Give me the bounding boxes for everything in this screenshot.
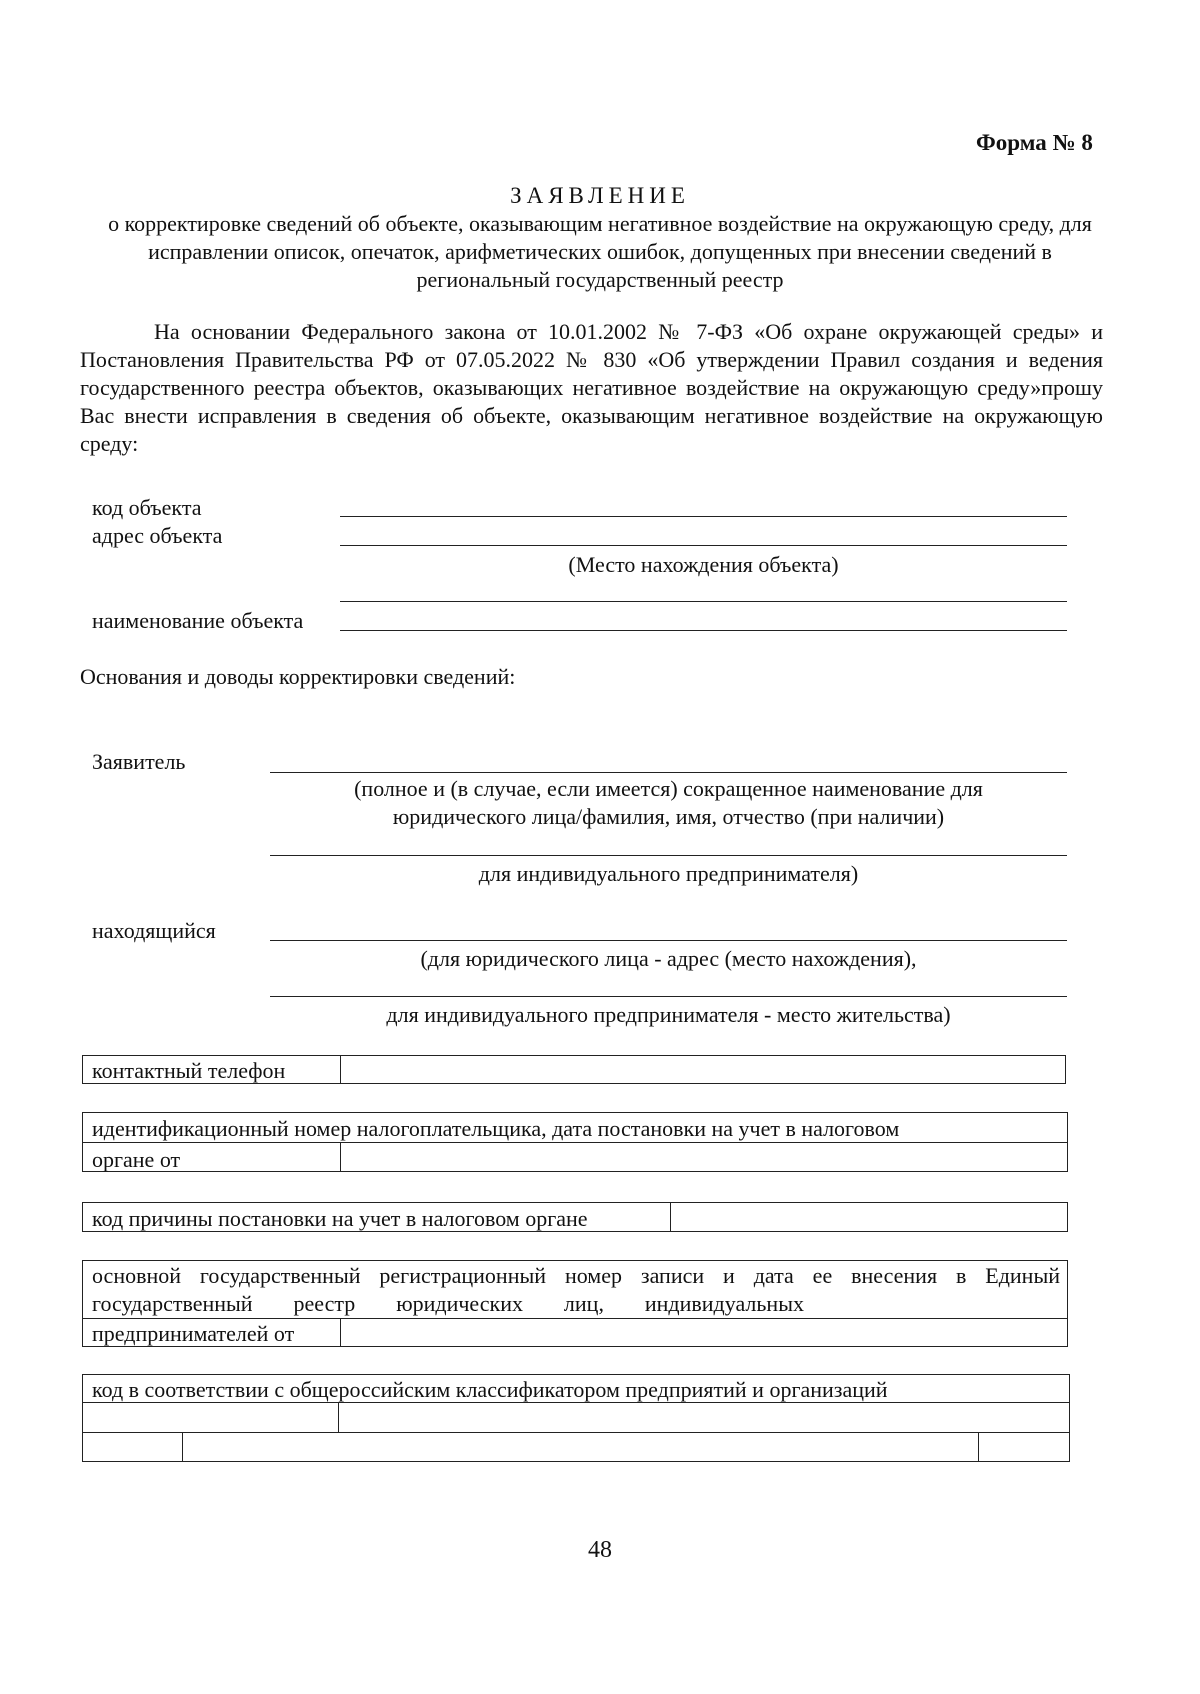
object-name-label: наименование объекта [92, 608, 304, 633]
document-title: ЗАЯВЛЕНИЕ [510, 183, 690, 208]
okpo-cell-5[interactable] [980, 1433, 1068, 1461]
applicant-field-2[interactable] [270, 855, 1067, 856]
ogrn-label-1: основной государственный регистрационный номер записи и дата ее внесения в Единый [92, 1263, 1060, 1288]
form-number: Форма № 8 [976, 130, 1093, 155]
okpo-cell-3[interactable] [84, 1433, 180, 1461]
kpp-divider [670, 1202, 671, 1232]
kpp-label: код причины постановки на учет в налоговом органе [92, 1206, 588, 1231]
phone-divider [340, 1055, 341, 1084]
okpo-col-divider-2 [182, 1432, 183, 1462]
grounds-label: Основания и доводы корректировки сведений: [80, 664, 516, 689]
inn-label-1: идентификационный номер налогоплательщика, дата постановки на учет в налоговом [92, 1116, 900, 1141]
object-address-field-2[interactable] [340, 601, 1067, 602]
ogrn-label-3: предпринимателей от [92, 1321, 295, 1346]
okpo-cell-4[interactable] [184, 1433, 976, 1461]
ogrn-col-divider [340, 1318, 341, 1347]
okpo-cell-2[interactable] [340, 1403, 1068, 1431]
object-code-label: код объекта [92, 495, 202, 520]
kpp-input[interactable] [672, 1203, 1066, 1231]
okpo-col-divider-3 [978, 1432, 979, 1462]
applicant-caption-3: для индивидуального предпринимателя) [478, 861, 859, 886]
applicant-label: Заявитель [92, 749, 186, 774]
location-label: находящийся [92, 918, 216, 943]
inn-input[interactable] [342, 1143, 1066, 1171]
okpo-col-divider-1 [338, 1402, 339, 1432]
applicant-field[interactable] [270, 772, 1067, 773]
location-caption-1: (для юридического лица - адрес (место нахождения), [420, 946, 917, 971]
ogrn-input[interactable] [342, 1319, 1066, 1346]
inn-col-divider [340, 1142, 341, 1172]
location-caption: (Место нахождения объекта) [568, 552, 839, 577]
page-number: 48 [588, 1537, 612, 1563]
phone-input[interactable] [342, 1056, 1064, 1083]
location-field-2[interactable] [270, 996, 1067, 997]
phone-label: контактный телефон [92, 1058, 286, 1083]
location-field[interactable] [270, 940, 1067, 941]
object-address-field[interactable] [340, 545, 1067, 546]
location-caption-2: для индивидуального предпринимателя - место жительства) [386, 1002, 951, 1027]
applicant-caption-1: (полное и (в случае, если имеется) сокращенное наименование для [354, 776, 983, 801]
object-name-field[interactable] [340, 630, 1067, 631]
applicant-caption-2: юридического лица/фамилия, имя, отчество (при наличии) [392, 804, 945, 829]
intro-paragraph: На основании Федерального закона от 10.01.2002 № 7-ФЗ «Об охране окружающей среды» и Постановления Правительства РФ от 07.05.2022 № 830 «Об утверждении Правил создания и ведения государственного реестра объектов, оказывающих негативное воздействие на окружающую среду»прошу Вас внести исправления в сведения об объекте, оказывающим негативное воздействие на окружающую среду: [80, 319, 1103, 456]
okpo-cell-1[interactable] [84, 1403, 336, 1431]
object-code-field[interactable] [340, 516, 1067, 517]
object-address-label: адрес объекта [92, 523, 223, 548]
ogrn-label-2: государственный реестр юридических лиц, индивидуальных [92, 1291, 804, 1316]
inn-label-2: органе от [92, 1147, 181, 1172]
okpo-label: код в соответствии с общероссийским классификатором предприятий и организаций [92, 1377, 888, 1402]
document-subtitle: о корректировке сведений об объекте, оказывающим негативное воздействие на окружающую среду, для исправлении описок, опечаток, арифметических ошибок, допущенных при внесении сведений в региональный государственный реестр [108, 211, 1092, 292]
